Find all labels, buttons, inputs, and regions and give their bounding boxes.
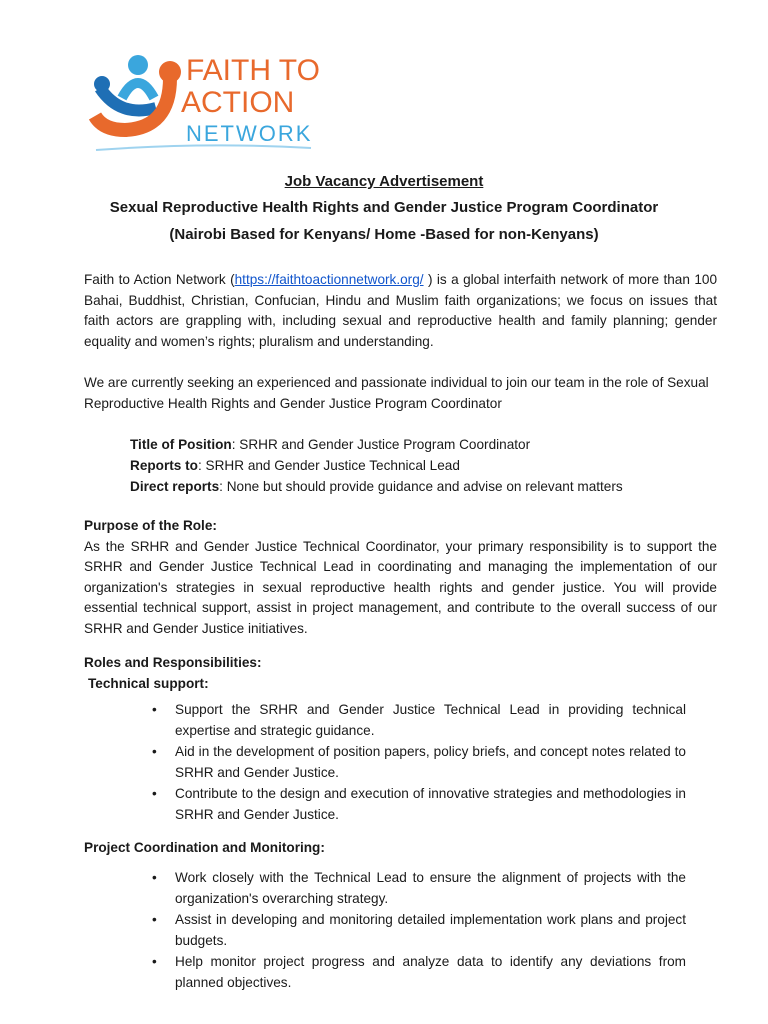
purpose-text: As the SRHR and Gender Justice Technical Coordinator, your primary responsibility is to support the SRHR and Gender Justice Technical Lead in coordinating and managing the implementation of our organization's strategies in sexual reproductive health rights and gender justice. You will provide essential technical support, assist in project management, and contribute to the overall success of our SRHR and Gender Justice initiatives. (84, 538, 717, 636)
job-title: Sexual Reproductive Health Rights and Gender Justice Program Coordinator (109, 199, 659, 216)
list-item: • Support the SRHR and Gender Justice Technical Lead in providing technical expertise and strategic guidance. (152, 700, 686, 741)
list-item: • Contribute to the design and execution of innovative strategies and methodologies in SRHR and Gender Justice. (152, 784, 686, 825)
intro-paragraph (84, 270, 717, 352)
coordination-list (152, 868, 686, 994)
faith-to-action-logo (86, 48, 326, 158)
seeking-paragraph: We are currently seeking an experienced and passionate individual to join our team in the role of Sexual Reproductive Health Rights and Gender Justice Program Coordinator (84, 375, 709, 411)
label: Reports to (130, 458, 198, 473)
value: : SRHR and Gender Justice Program Coordinator (231, 437, 531, 452)
position-details (130, 434, 623, 497)
value: : SRHR and Gender Justice Technical Lead (197, 458, 460, 473)
intro-text: Faith to Action Network ( (84, 272, 235, 287)
logo-icon (86, 48, 326, 158)
page-title: Job Vacancy Advertisement (284, 173, 484, 190)
value: : None but should provide guidance and advise on relevant matters (219, 479, 623, 494)
svg-text:ACTION: ACTION (181, 86, 295, 119)
roles-heading: Roles and Responsibilities: (84, 655, 262, 670)
technical-support-list (152, 700, 686, 826)
purpose-heading: Purpose of the Role: (84, 518, 217, 533)
coordination-heading: Project Coordination and Monitoring: (84, 840, 325, 855)
reports-to-row (130, 455, 623, 476)
technical-support-heading: Technical support: (88, 675, 209, 691)
label: Title of Position (130, 437, 232, 452)
coordination-section (84, 838, 717, 859)
roles-section (84, 653, 717, 694)
job-location: (Nairobi Based for Kenyans/ Home -Based for non-Kenyans) (169, 226, 599, 243)
list-item: • Assist in developing and monitoring detailed implementation work plans and project budgets. (152, 910, 686, 951)
label: Direct reports (130, 479, 220, 494)
intro-text-cont: ) is a global interfaith network of more than 100 Bahai, Buddhist, Christian, Confucian, Hindu and Muslim faith organizations; we focus on issues that faith actors are grappling with, including sexual and reproductive health and family planning; gender equality and women’s rights; pluralism and understanding. (84, 272, 718, 349)
svg-text:NETWORK: NETWORK (186, 121, 313, 146)
list-item: • Help monitor project progress and analyze data to identify any deviations from planned objectives. (152, 952, 686, 993)
svg-text:FAITH TO: FAITH TO (186, 54, 320, 87)
list-item: • Aid in the development of position papers, policy briefs, and concept notes related to SRHR and Gender Justice. (152, 742, 686, 783)
website-link[interactable]: https://faithtoactionnetwork.org/ (234, 272, 424, 287)
purpose-section (84, 516, 717, 639)
list-item: • Work closely with the Technical Lead to ensure the alignment of projects with the organization's overarching strategy. (152, 868, 686, 909)
position-title-row (130, 434, 623, 455)
direct-reports-row (130, 476, 623, 497)
